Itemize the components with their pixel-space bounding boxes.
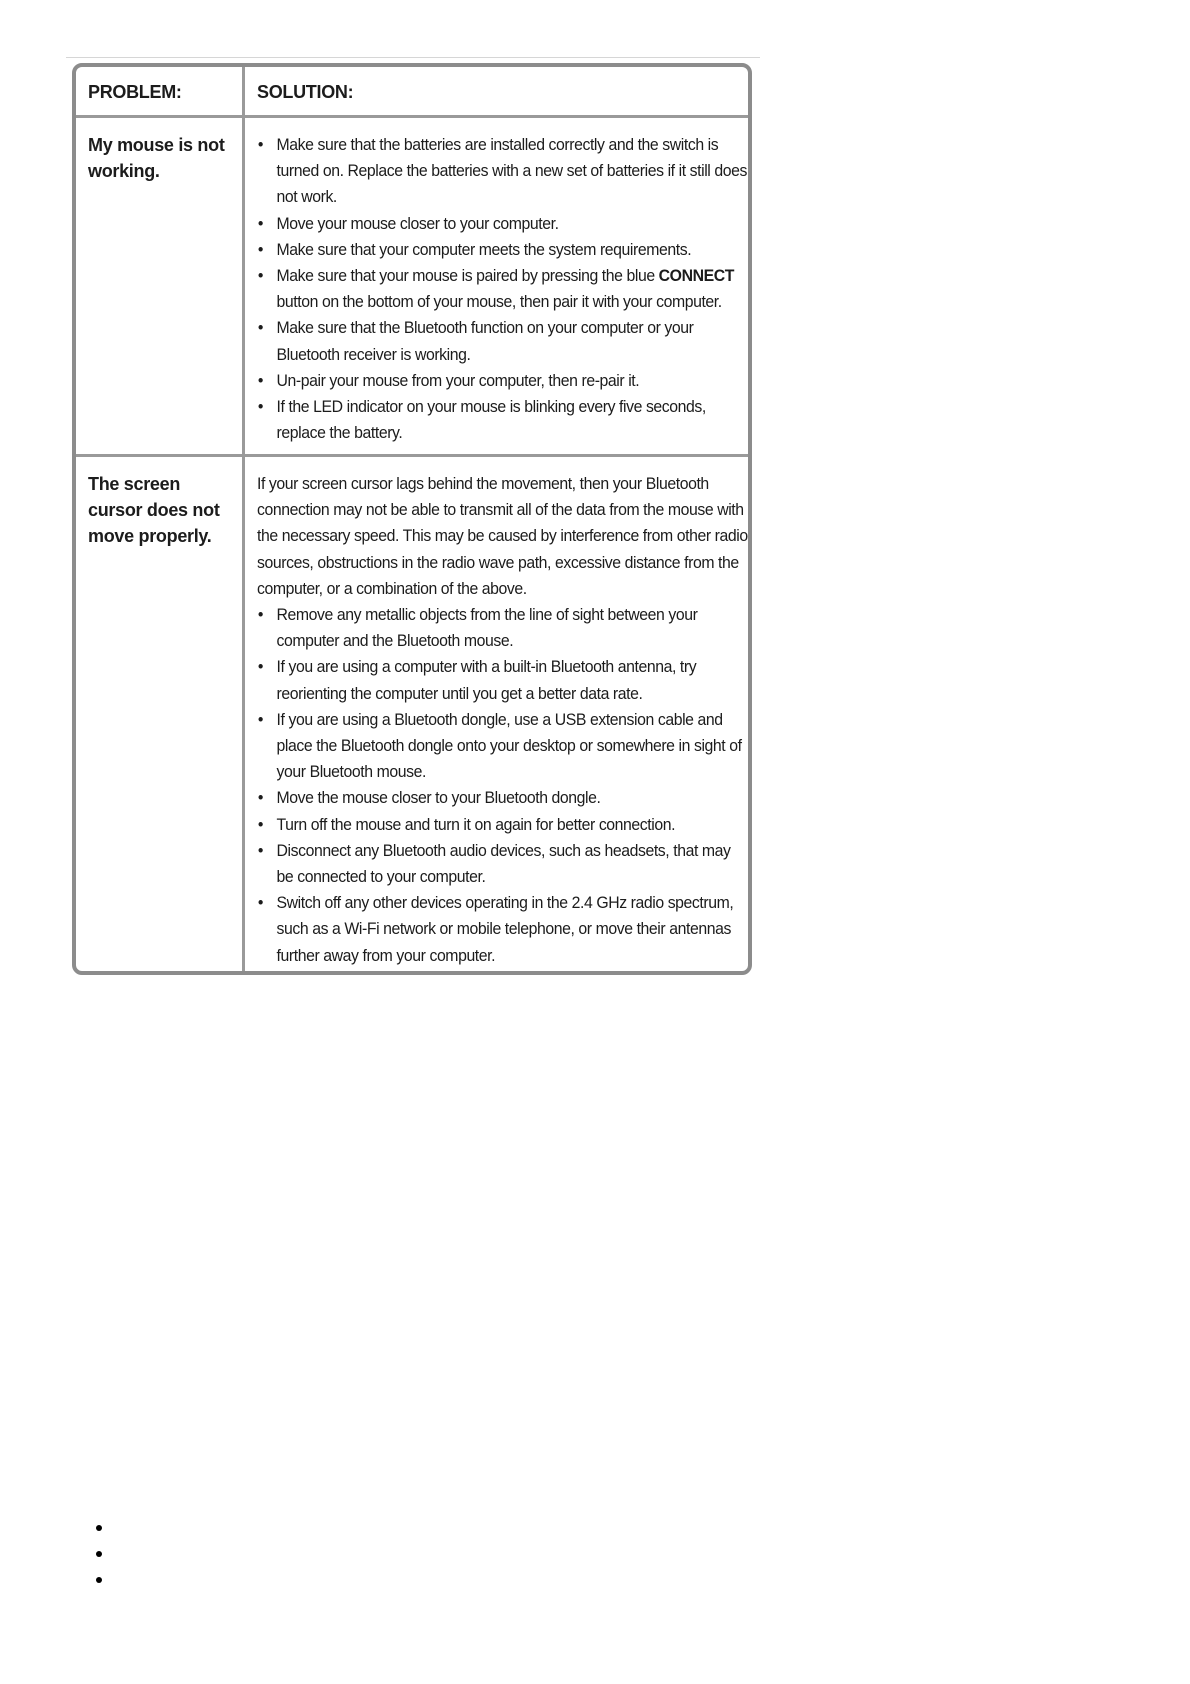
empty-bullet-item — [96, 1551, 102, 1557]
bullet-icon: • — [257, 213, 264, 233]
bullet-icon: • — [257, 788, 264, 808]
bullet-icon: • — [257, 814, 264, 834]
empty-bullet-item — [96, 1577, 102, 1583]
bullet-icon: • — [257, 840, 264, 860]
solution-cell — [245, 118, 748, 454]
solution-item: • Un-pair your mouse from your computer, then re-pair it. — [257, 368, 750, 394]
solution-item: • If you are using a computer with a built-in Bluetooth antenna, try reorienting the computer until you get a better data rate. — [257, 654, 750, 706]
top-divider — [66, 57, 760, 58]
solution-item: • Make sure that the batteries are installed correctly and the switch is turned on. Replace the batteries with a new set of batteries if it still does not work. — [257, 132, 750, 211]
bullet-icon: • — [257, 239, 264, 259]
bullet-icon: • — [257, 605, 264, 625]
solution-item: • Disconnect any Bluetooth audio devices, such as headsets, that may be connected to your computer. — [257, 838, 750, 890]
connect-button-label: CONNECT — [658, 266, 734, 286]
header-solution-cell — [245, 67, 748, 115]
solution-item: • If the LED indicator on your mouse is blinking every five seconds, replace the battery. — [257, 394, 750, 446]
solution-item: • Make sure that your mouse is paired by pressing the blue CONNECT button on the bottom of your mouse, then pair it with your computer. — [257, 263, 750, 315]
table-row — [76, 457, 748, 971]
problem-label: The screen cursor does not move properly. — [88, 474, 220, 546]
bullet-icon: • — [257, 397, 264, 417]
problem-label: My mouse is not working. — [88, 135, 225, 181]
table-row — [76, 118, 748, 457]
solution-item: • Switch off any other devices operating in the 2.4 GHz radio spectrum, such as a Wi-Fi network or mobile telephone, or move their antennas further away from your computer. — [257, 890, 750, 969]
solution-item: • Move your mouse closer to your computer. — [257, 211, 750, 237]
header-problem-cell — [76, 67, 242, 115]
solution-item: • Turn off the mouse and turn it on again for better connection. — [257, 812, 750, 838]
solution-list — [257, 132, 750, 446]
problem-cell — [76, 118, 242, 454]
solution-item: • Make sure that the Bluetooth function on your computer or your Bluetooth receiver is working. — [257, 315, 750, 367]
bullet-icon: • — [257, 135, 264, 154]
bullet-icon: • — [257, 266, 264, 286]
solution-item: • Remove any metallic objects from the line of sight between your computer and the Bluetooth mouse. — [257, 602, 750, 654]
empty-bullet-list — [96, 1525, 102, 1603]
table-header-row — [76, 67, 748, 118]
bullet-icon: • — [257, 370, 264, 390]
bullet-icon: • — [257, 893, 264, 913]
bullet-icon: • — [257, 657, 264, 677]
problem-cell — [76, 457, 242, 971]
troubleshooting-table — [72, 63, 752, 975]
solution-item: • Move the mouse closer to your Bluetooth dongle. — [257, 785, 750, 811]
solution-item: • If you are using a Bluetooth dongle, use a USB extension cable and place the Bluetooth dongle onto your desktop or somewhere in sight of your Bluetooth mouse. — [257, 707, 750, 786]
header-solution: SOLUTION: — [257, 82, 354, 102]
solution-list — [257, 602, 750, 969]
header-problem: PROBLEM: — [88, 82, 182, 102]
bullet-icon: • — [257, 318, 264, 338]
solution-item: • Make sure that your computer meets the system requirements. — [257, 237, 750, 263]
bullet-icon: • — [257, 709, 264, 729]
solution-intro: If your screen cursor lags behind the movement, then your Bluetooth connection may not be able to transmit all of the data from the mouse with the necessary speed. This may be caused by interference from other radio sources, obstructions in the radio wave path, excessive distance from the computer, or a combination of the above. — [257, 474, 748, 598]
solution-cell — [245, 457, 748, 971]
empty-bullet-item — [96, 1525, 102, 1531]
